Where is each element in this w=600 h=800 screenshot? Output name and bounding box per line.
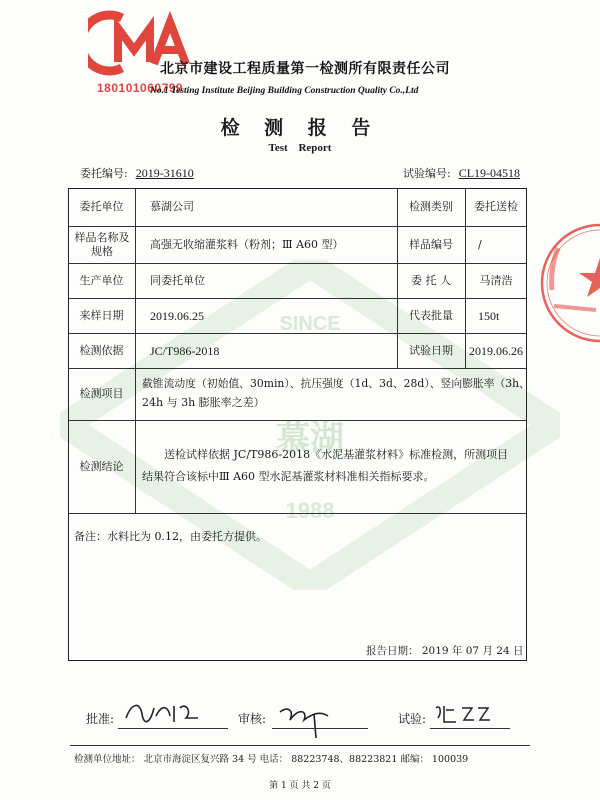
- client-value: 慕湖公司: [150, 200, 194, 213]
- test-label: 试验:: [398, 712, 427, 726]
- entrust-number-value: 2019-31610: [135, 166, 194, 180]
- test-date-label: 试验日期: [409, 343, 453, 357]
- sampling-date-value: 2019.06.25: [150, 308, 204, 323]
- conclusion-label: 检测结论: [79, 459, 124, 473]
- test-signature: [432, 700, 492, 726]
- org-name-cn: 北京市建设工程质量第一检测所有限责任公司: [160, 61, 450, 77]
- sample-no-label: 样品编号: [409, 237, 453, 251]
- table-divider: [68, 513, 527, 514]
- test-number: [403, 165, 520, 181]
- review-signature: [274, 700, 344, 740]
- approve-line: [118, 728, 228, 729]
- basis-value: JC/T986-2018: [150, 343, 220, 358]
- approve-signature: [120, 698, 216, 726]
- official-seal: [538, 218, 600, 348]
- review-label: 审核:: [238, 712, 267, 726]
- table-divider: [135, 188, 136, 513]
- entruster-label: 委 托 人: [411, 273, 451, 287]
- sample-label: 样品名称及规格: [74, 230, 130, 258]
- client-label: 委托单位: [79, 200, 124, 213]
- review-line: [272, 728, 368, 729]
- remark: 备注：水料比为 0.12，由委托方提供。: [74, 530, 267, 543]
- producer-value: 同委托单位: [150, 273, 205, 287]
- footer-rule: [70, 745, 530, 746]
- producer-label: 生产单位: [79, 273, 124, 287]
- report-title-cn: 检 测 报 告: [220, 117, 380, 139]
- page-number: 第 1 页 共 2 页: [269, 781, 331, 791]
- batch-label: 代表批量: [409, 308, 453, 322]
- entrust-number: [80, 165, 194, 181]
- items-line-1: 截锥流动度（初始值、30min）、抗压强度（1d、3d、28d）、竖向膨胀率（3h、: [142, 377, 530, 390]
- entrust-number-label: 委托编号:: [80, 167, 128, 180]
- batch-value: 150t: [478, 308, 500, 323]
- report-date: 报告日期： 2019 年 07 月 24 日: [366, 645, 524, 657]
- entruster-value: 马清浩: [479, 273, 513, 287]
- watermark-name: 慕湖: [276, 419, 344, 459]
- report-title-en: Test Report: [268, 142, 332, 154]
- test-number-value: CL19-04518: [458, 166, 521, 180]
- approve-label: 批准:: [86, 712, 115, 726]
- test-date-value: 2019.06.26: [469, 343, 523, 358]
- items-label: 检测项目: [79, 387, 124, 400]
- conclusion-line-2: 结果符合该标中Ⅲ A60 型水泥基灌浆材料准相关指标要求。: [142, 470, 435, 483]
- test-type-label: 检测类别: [409, 200, 453, 213]
- table-divider: [68, 368, 527, 369]
- sampling-date-label: 来样日期: [79, 308, 124, 322]
- watermark-since: SINCE: [279, 313, 341, 335]
- footer-address: 检测单位地址： 北京市海淀区复兴路 34 号 电话： 88223748、88223821 邮编： 100039: [74, 754, 469, 765]
- cert-number: 180101060799: [97, 81, 184, 95]
- test-number-label: 试验编号:: [403, 167, 451, 180]
- items-line-2: 24h 与 3h 膨胀率之差）: [142, 396, 265, 409]
- items-value: [142, 374, 530, 412]
- watermark-year: 1988: [285, 498, 335, 523]
- conclusion-line-1: 送检试样依据 JC/T986-2018《水泥基灌浆材料》标准检测，所测项目: [164, 448, 509, 461]
- table-divider: [68, 420, 527, 421]
- conclusion-value: [142, 444, 522, 488]
- org-name-en: No.1 Testing Institute Beijing Building Construction Quality Co.,Ltd: [150, 86, 419, 96]
- test-line: [430, 728, 510, 729]
- basis-label: 检测依据: [79, 343, 124, 357]
- sample-no-value: /: [478, 237, 482, 251]
- test-type-value: 委托送检: [474, 200, 518, 213]
- sample-value: 高强无收缩灌浆料（粉剂；Ⅲ A60 型）: [150, 237, 344, 251]
